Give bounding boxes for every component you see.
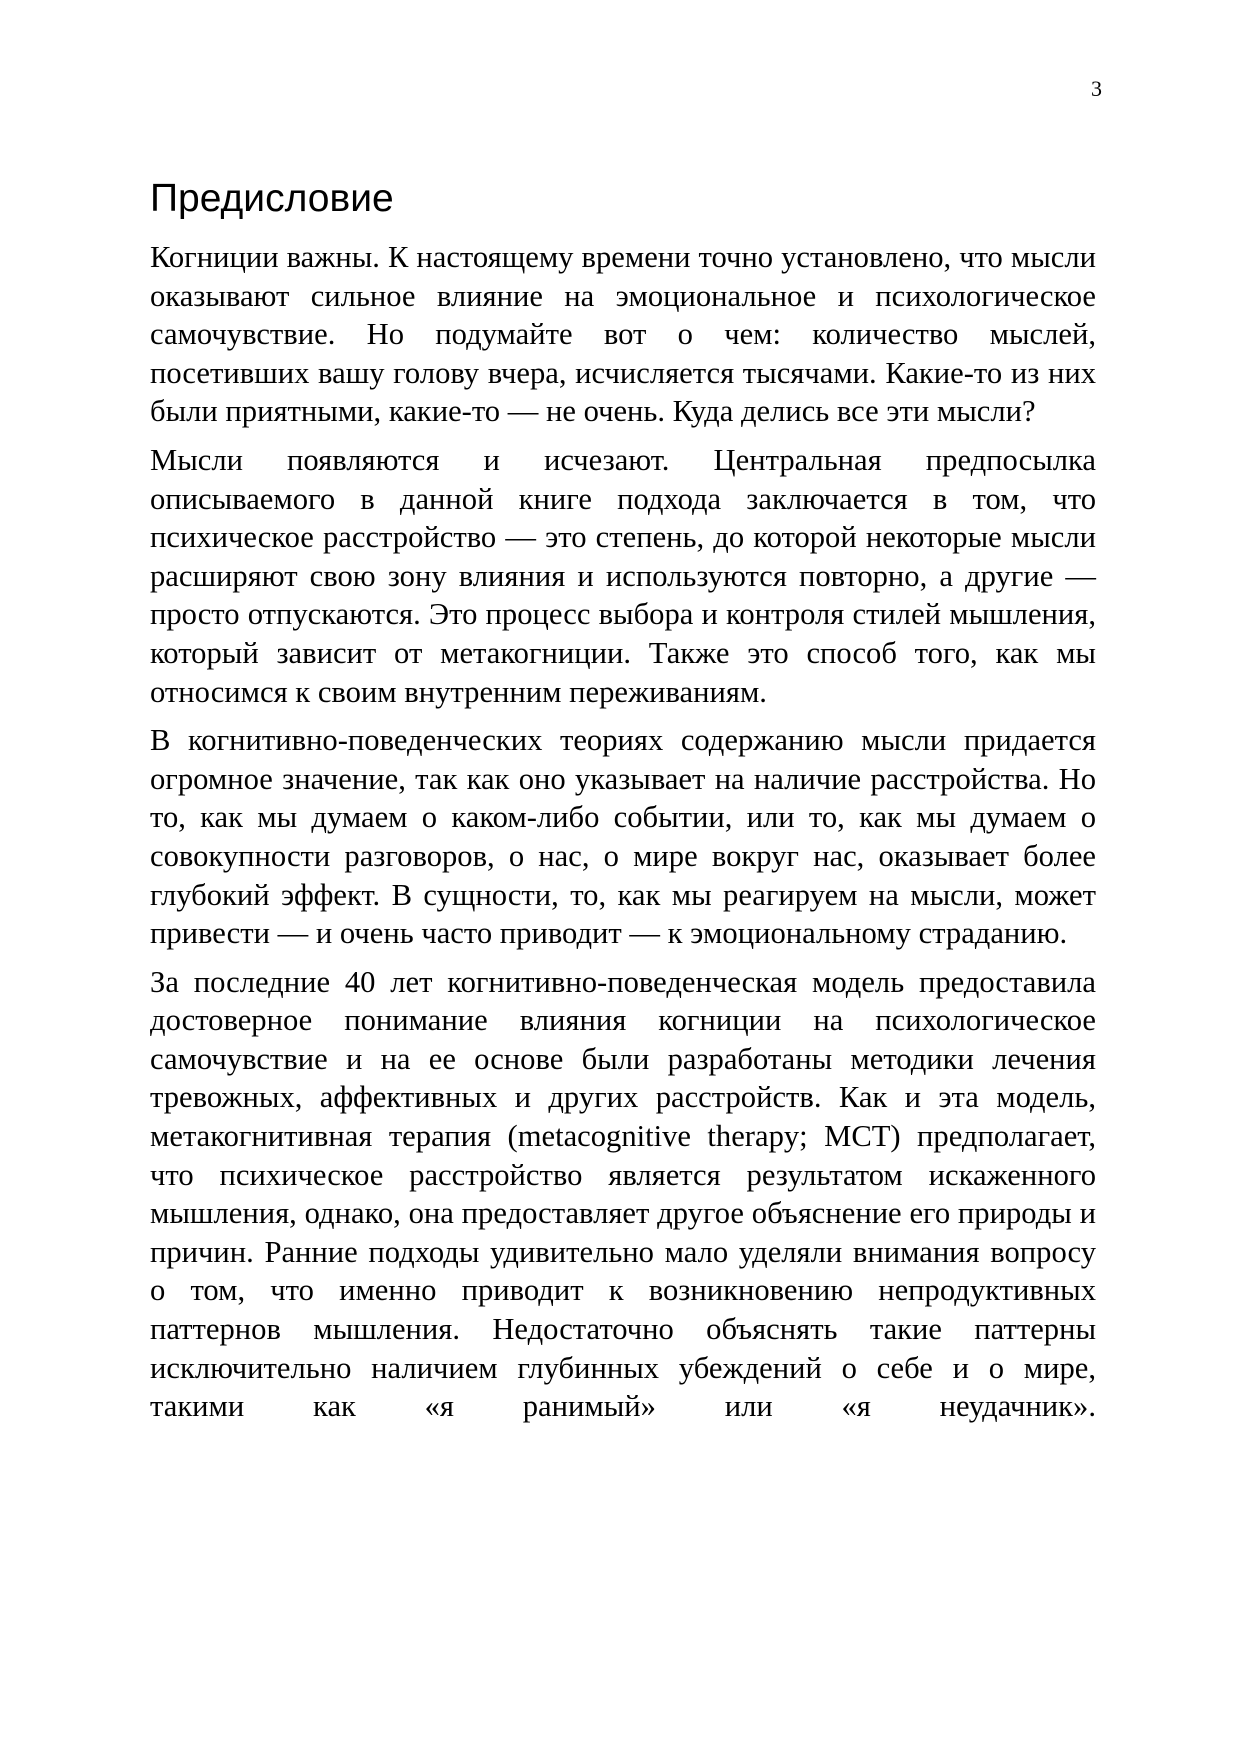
paragraph: Когниции важны. К настоящему времени точно установлено, что мысли оказывают сильное влияние на эмоциональное и психологическое самочувствие. Но подумайте вот о чем: количество мыслей, посетивших вашу голову вчера, исчисляется тысячами. Какие-то из них были приятными, какие-то — не очень. Куда делись все эти мысли? <box>150 240 1096 429</box>
body-text <box>150 238 1096 1426</box>
page-number: 3 <box>1091 76 1102 101</box>
paragraph: В когнитивно-поведенческих теориях содержанию мысли придается огромное значение, так как оно указывает на наличие расстройства. Но то, как мы думаем о каком-либо событии, или то, как мы думаем о совокупности разговоров, о нас, о мире вокруг нас, оказывает более глубокий эффект. В сущности, то, как мы реагируем на мысли, может привести — и очень часто приводит — к эмоциональному страданию. <box>150 723 1096 951</box>
paragraph: За последние 40 лет когнитивно-поведенческая модель предоставила достоверное понимание влияния когниции на психологическое самочувствие и на ее основе были разработаны методики лечения тревожных, аффективных и других расстройств. Как и эта модель, метакогнитивная терапия (metacognitive therapy; MCT) предполагает, что психическое расстройство является результатом искаженного мышления, однако, она предоставляет другое объяснение его природы и причин. Ранние подходы удивительно мало уделяли внимания вопросу о том, что именно приводит к возникновению непродуктивных паттернов мышления. Недостаточно объяснять такие паттерны исключительно наличием глубинных убеждений о себе и о мире, такими как «я ранимый» или «я неудачник». <box>150 964 1096 1424</box>
paragraph: Мысли появляются и исчезают. Центральная предпосылка описываемого в данной книге подхода заключается в том, что психическое расстройство — это степень, до которой некоторые мысли расширяют свою зону влияния и используются повторно, а другие — просто отпускаются. Это процесс выбора и контроля стилей мышления, который зависит от метакогниции. Также это способ того, как мы относимся к своим внутренним переживаниям. <box>150 442 1096 709</box>
section-heading: Предисловие <box>150 177 394 220</box>
